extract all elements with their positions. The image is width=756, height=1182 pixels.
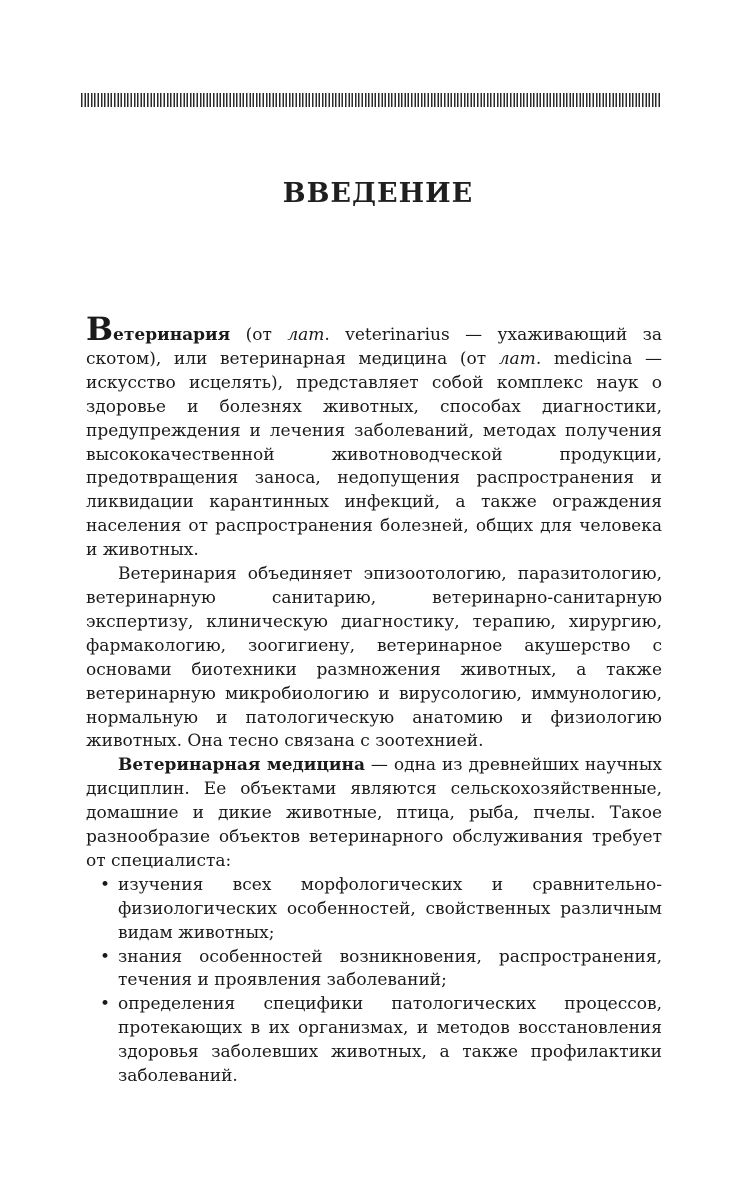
latin-abbrev: лат — [287, 325, 325, 345]
drop-cap: В — [86, 310, 114, 348]
list-item: • изучения всех морфологических и сравнительно-физиологических особенностей, свойственных различным видам животных; — [100, 874, 662, 943]
decorative-header-rule — [81, 93, 662, 107]
defined-term: Ветеринария — [86, 310, 231, 348]
bullet-icon: • — [100, 946, 111, 967]
paragraph-veterinary-definition: Ветеринария (от лат. veterinarius — ухаживающий за скотом), или ветеринарная медицина (от лат. medicina — искусство исцелять), представляет собой комплекс наук о здоровье и болезнях животных, способах диагностики, предупреждения и лечения заболеваний, методах получения высококачественной животноводческой продукции, предотвращения заноса, недопущения распространения и ликвидации карантинных инфекций, а также ограждения населения от распространения болезней, общих для человека и животных. — [86, 310, 662, 561]
defined-term: Ветеринарная медицина — [118, 755, 365, 776]
bullet-icon: • — [100, 994, 111, 1015]
chapter-title: ВВЕДЕНИЕ — [282, 178, 474, 209]
paragraph-disciplines: Ветеринария объединяет эпизоотологию, паразитологию, ветеринарную санитарию, ветеринарно-санитарную экспертизу, клиническую диагностику, терапию, хирургию, фармакологию, зоогигиену, ветеринарное акушерство с основами биотехники размножения животных, а также ветеринарную микробиологию и вирусологию, иммунологию, нормальную и патологическую анатомию и физиологию животных. Она тесно связана с зоотехнией. — [86, 564, 662, 752]
paragraph-veterinary-medicine: Ветеринарная медицина — одна из древнейших научных дисциплин. Ее объектами являются сельскохозяйственные, домашние и дикие животные, птица, рыба, пчелы. Такое разнообразие объектов ветеринарного обслуживания требует от специалиста: — [86, 755, 663, 871]
latin-abbrev: лат — [498, 348, 536, 369]
requirements-list — [86, 874, 662, 1089]
bullet-icon: • — [100, 874, 111, 895]
list-item: • знания особенностей возникновения, распространения, течения и проявления заболеваний; — [100, 946, 662, 991]
list-item: • определения специфики патологических процессов, протекающих в их организмах, и методов восстановления здоровья заболевших животных, а также профилактики заболеваний. — [100, 994, 662, 1087]
body-text — [86, 310, 663, 1089]
